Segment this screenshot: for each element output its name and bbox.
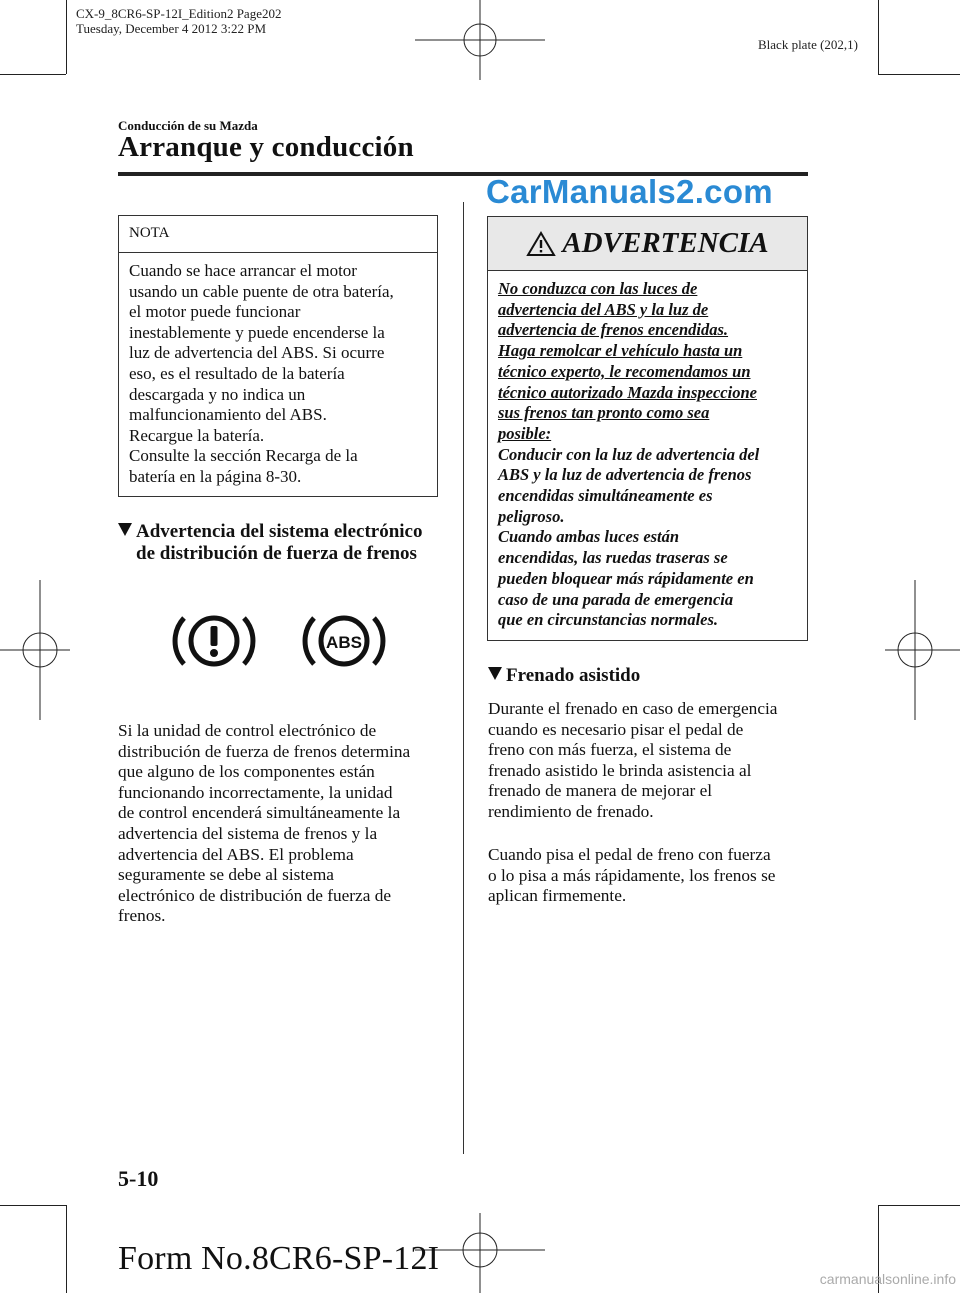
ebd-line: advertencia del sistema de frenos y la xyxy=(118,823,378,843)
site-watermark: carmanualsonline.info xyxy=(819,1271,956,1287)
warning-line: Cuando ambas luces están xyxy=(498,527,680,547)
warning-line: técnico autorizado Mazda inspeccione xyxy=(498,382,757,402)
triangle-bullet-icon xyxy=(488,667,502,680)
ebd-line: de control encenderá simultáneamente la xyxy=(118,803,401,823)
brake-assist-line: rendimiento de frenado. xyxy=(488,801,654,821)
warning-line: peligroso. xyxy=(498,506,565,526)
warning-line: advertencia del ABS y la luz de xyxy=(498,299,709,319)
brake-assist-line: Durante el frenado en caso de emergencia xyxy=(488,699,778,718)
triangle-bullet-icon xyxy=(118,523,132,536)
brake-warning-icon xyxy=(170,608,258,674)
section-label: Conducción de su Mazda xyxy=(118,118,258,133)
note-line: usando un cable puente de otra batería, xyxy=(129,281,394,301)
warning-heading: ADVERTENCIA xyxy=(562,227,769,259)
brake-assist-line: o lo pisa a más rápidamente, los frenos se xyxy=(488,865,776,885)
registration-mark-icon xyxy=(885,580,960,720)
brake-assist-line: cuando es necesario pisar el pedal de xyxy=(488,719,744,739)
note-heading: NOTA xyxy=(119,216,437,253)
warning-line: pueden bloquear más rápidamente en xyxy=(498,568,754,588)
page-title: Arranque y conducción xyxy=(118,131,414,163)
ebd-heading xyxy=(118,521,423,543)
ebd-line: advertencia del ABS. El problema xyxy=(118,844,354,864)
note-line: malfuncionamiento del ABS. xyxy=(129,405,327,425)
print-file-line: CX-9_8CR6-SP-12I_Edition2 Page202 xyxy=(76,6,282,21)
warning-triangle-icon xyxy=(526,231,556,257)
brake-assist-para1 xyxy=(488,699,818,823)
brake-assist-line: frenado de manera de mejorar el xyxy=(488,781,713,801)
form-number: Form No.8CR6-SP-12I xyxy=(118,1240,440,1277)
warning-line: técnico experto, le recomendamos un xyxy=(498,361,751,381)
brake-assist-heading xyxy=(488,665,640,687)
brake-assist-line: freno con más fuerza, el sistema de xyxy=(488,740,732,760)
note-line: Cuando se hace arrancar el motor xyxy=(129,261,357,280)
crop-mark xyxy=(878,74,960,75)
note-line: luz de advertencia del ABS. Si ocurre xyxy=(129,343,385,363)
abs-icon-label: ABS xyxy=(326,633,362,652)
note-line: batería en la página 8-30. xyxy=(129,466,302,486)
plate-label: Black plate (202,1) xyxy=(758,37,858,52)
note-line: inestablemente y puede encenderse la xyxy=(129,322,385,342)
note-line: eso, es el resultado de la batería xyxy=(129,363,345,383)
ebd-line: Si la unidad de control electrónico de xyxy=(118,721,377,740)
note-box xyxy=(118,215,438,497)
warning-box xyxy=(487,216,808,641)
note-body xyxy=(119,253,437,488)
warning-line: No conduzca con las luces de xyxy=(498,279,698,298)
warning-line: encendidas simultáneamente es xyxy=(498,486,713,506)
note-line: descargada y no indica un xyxy=(129,384,306,404)
warning-line: encendidas, las ruedas traseras se xyxy=(498,548,728,568)
crop-mark xyxy=(878,0,879,74)
ebd-line: electrónico de distribución de fuerza de xyxy=(118,885,392,905)
warning-line: ABS y la luz de advertencia de frenos xyxy=(498,465,752,485)
warning-header xyxy=(488,217,807,271)
registration-mark-icon xyxy=(415,0,545,80)
abs-warning-icon xyxy=(300,608,388,674)
ebd-heading-line: de distribución de fuerza de frenos xyxy=(136,543,417,564)
warning-line: sus frenos tan pronto como sea xyxy=(498,403,710,423)
ebd-body xyxy=(118,721,448,927)
ebd-heading-line: Advertencia del sistema electrónico xyxy=(136,521,423,542)
crop-mark xyxy=(878,1205,960,1206)
brake-assist-heading-text: Frenado asistido xyxy=(506,665,641,686)
warning-body xyxy=(488,271,807,631)
brake-assist-line: frenado asistido le brinda asistencia al xyxy=(488,760,752,780)
warning-line: Conducir con la luz de advertencia del xyxy=(498,444,760,464)
brake-assist-para2 xyxy=(488,845,818,907)
crop-mark xyxy=(0,74,66,75)
warning-line: posible: xyxy=(498,423,552,443)
crop-mark xyxy=(66,0,67,74)
ebd-line: frenos. xyxy=(118,906,166,926)
warning-line: Haga remolcar el vehículo hasta un xyxy=(498,341,743,361)
crop-mark xyxy=(0,1205,66,1206)
warning-line: caso de una parada de emergencia xyxy=(498,589,734,609)
ebd-line: seguramente se debe al sistema xyxy=(118,865,334,885)
crop-mark xyxy=(66,1205,67,1293)
warning-line: que en circunstancias normales. xyxy=(498,610,719,630)
brake-assist-line: Cuando pisa el pedal de freno con fuerza xyxy=(488,845,771,864)
page-number: 5-10 xyxy=(118,1166,159,1191)
warning-line: advertencia de frenos encendidas. xyxy=(498,320,729,340)
note-line: Recargue la batería. xyxy=(129,425,265,445)
watermark: CarManuals2.com xyxy=(486,173,773,210)
brake-assist-line: aplican firmemente. xyxy=(488,886,627,906)
ebd-line: distribución de fuerza de frenos determina xyxy=(118,741,411,761)
note-line: Consulte la sección Recarga de la xyxy=(129,446,358,466)
registration-mark-icon xyxy=(0,580,70,720)
column-divider xyxy=(463,202,464,1154)
note-line: el motor puede funcionar xyxy=(129,302,301,322)
ebd-line: funcionando incorrectamente, la unidad xyxy=(118,782,393,802)
print-date-line: Tuesday, December 4 2012 3:22 PM xyxy=(76,21,267,36)
ebd-line: que alguno de los componentes están xyxy=(118,762,375,782)
